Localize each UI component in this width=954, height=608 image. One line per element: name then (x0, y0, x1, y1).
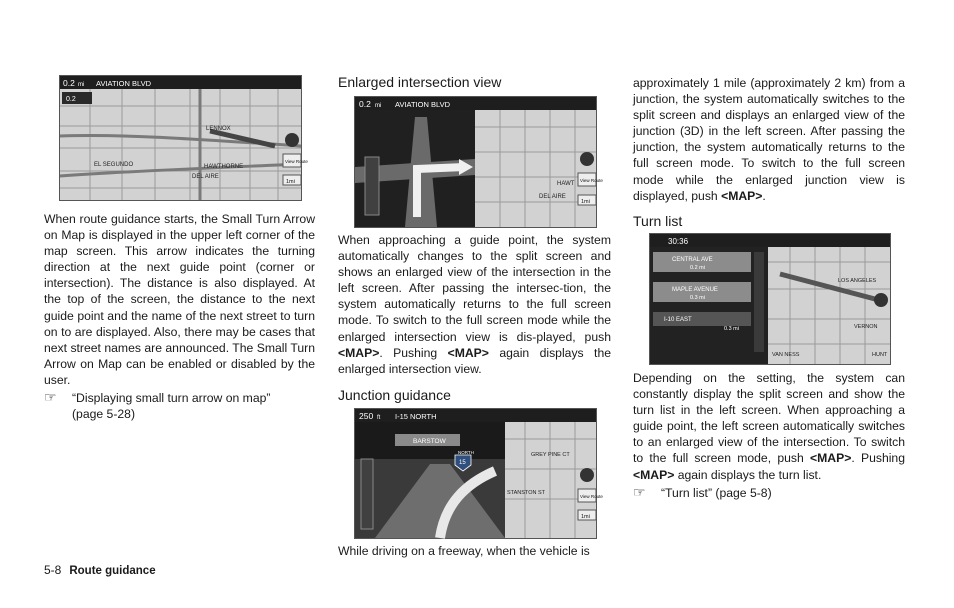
turn-list-row[interactable] (653, 282, 751, 302)
enlarged-intersection-paragraph: When approaching a guide point, the system automatically changes to the split screen and shows an enlarged view of the intersection in the left screen. After passing the intersec-tion, the system automatically returns to the full screen mode. To switch to the full screen mode while the enlarged intersection view is dis-played, push <MAP>. Pushing <MAP> again displays the enlarged intersection view. (338, 233, 612, 376)
street-name: AVIATION BLVD (395, 100, 451, 109)
cross-reference (633, 485, 905, 501)
turn-list-screenshot (649, 233, 891, 365)
cross-reference (44, 390, 315, 422)
sub-distance: 0.2 (66, 96, 76, 103)
map-label: VERNON (854, 324, 878, 330)
map-key: <MAP> (338, 345, 380, 360)
section-heading: Junction guidance (338, 386, 451, 403)
reference-text: “Turn list” (page 5-8) (661, 485, 772, 500)
compass-icon[interactable] (580, 152, 594, 166)
junction-guidance-paragraph: While driving on a freeway, when the vehicle is (338, 544, 590, 558)
street-name: AVIATION BLVD (96, 79, 152, 88)
svg-text:NORTH: NORTH (458, 450, 474, 455)
footer-title: Route guidance (69, 565, 156, 577)
street-name: I-15 NORTH (395, 412, 437, 421)
compass-icon[interactable] (874, 293, 888, 307)
map-label: HAWT (557, 181, 575, 187)
compass-icon[interactable] (285, 133, 299, 147)
map-label: GREY PINE CT (531, 452, 570, 458)
distance-value: 250 (359, 411, 374, 421)
enlarged-intersection-screenshot (354, 96, 603, 228)
map-key: <MAP> (447, 345, 489, 360)
map-label: HUNT (872, 352, 888, 358)
turn-list-row[interactable] (653, 252, 751, 272)
pointing-hand-icon: ☞ (44, 389, 57, 406)
distance-unit: mi (78, 82, 85, 88)
turn-list-paragraph: Depending on the setting, the system can constantly display the split screen and show the turn list in the left screen. When approaching a guide point, the left screen automatically switches to an enlarged view of the intersection. To switch to the full screen mode, push <MAP>. Pushing <MAP> again displays the turn list. (633, 371, 905, 482)
junction-continuation-paragraph: approximately 1 mile (approximately 2 km) from a junction, the system automatically switches to the split screen and displays an enlarged view of the junction (3D) in the left screen. After passing the junction, the system automatically returns to the full screen mode. To switch to the full screen mode while the enlarged junction view is displayed, push <MAP>. (633, 76, 905, 203)
reference-text: “Displaying small turn arrow on map” (72, 391, 271, 406)
map-label: DEL AIRE (192, 174, 219, 180)
svg-text:1mi: 1mi (581, 199, 590, 205)
svg-text:1mi: 1mi (286, 179, 295, 185)
small-turn-arrow-paragraph: When route guidance starts, the Small Turn Arrow on Map is displayed in the upper left corner of the map screen. This arrow indicates the turning direction at the next guide point (corner or intersection). The distance is also displayed. At the top of the screen, the distance to the next guide point and the name of the next street to turn on to are displayed. Also, there may be cases that next street names are announced. The Small Turn Arrow on Map can be enabled or disabled by the user. (44, 212, 315, 387)
svg-text:0.3 mi: 0.3 mi (724, 326, 739, 332)
map-label: EL SEGUNDO (94, 162, 134, 168)
page-footer (44, 563, 156, 577)
scrollbar[interactable] (754, 252, 764, 352)
svg-text:0.2 mi: 0.2 mi (690, 265, 705, 271)
section-heading: Enlarged intersection view (338, 74, 502, 90)
distance-value: 0.2 (359, 99, 371, 109)
map-key: <MAP> (633, 467, 675, 482)
svg-text:MAPLE AVENUE: MAPLE AVENUE (672, 287, 718, 293)
map-key: <MAP> (721, 188, 763, 203)
compass-icon[interactable] (580, 468, 594, 482)
freeway-sign: BARSTOW (413, 438, 446, 445)
distance-value: 0.2 (63, 78, 75, 88)
svg-text:I-10 EAST: I-10 EAST (664, 317, 692, 323)
svg-text:0.3 mi: 0.3 mi (690, 295, 705, 301)
svg-text:View Route: View Route (580, 494, 603, 499)
reference-page: (page 5-28) (72, 407, 136, 422)
map-label: LENNOX (206, 126, 231, 132)
svg-text:15: 15 (459, 460, 466, 466)
page-number: 5-8 (44, 563, 62, 577)
map-label: DEL AIRE (539, 194, 566, 200)
pointing-hand-icon: ☞ (633, 483, 646, 500)
time-display: 30:36 (668, 237, 689, 246)
map-label: VAN NESS (772, 352, 800, 358)
distance-unit: mi (375, 103, 382, 109)
svg-text:View Route: View Route (285, 159, 308, 164)
map-key: <MAP> (810, 451, 852, 466)
svg-text:1mi: 1mi (581, 514, 590, 520)
distance-unit: ft (377, 415, 381, 421)
map-label: HAWTHORNE (204, 164, 244, 170)
map-label: STANSTON ST (507, 490, 545, 496)
section-heading: Turn list (633, 212, 683, 229)
svg-text:CENTRAL AVE: CENTRAL AVE (672, 257, 713, 263)
map-label: LOS ANGELES (838, 278, 877, 284)
junction-guidance-screenshot (354, 408, 603, 539)
small-turn-arrow-map-screenshot (59, 75, 308, 201)
svg-text:View Route: View Route (580, 178, 603, 183)
